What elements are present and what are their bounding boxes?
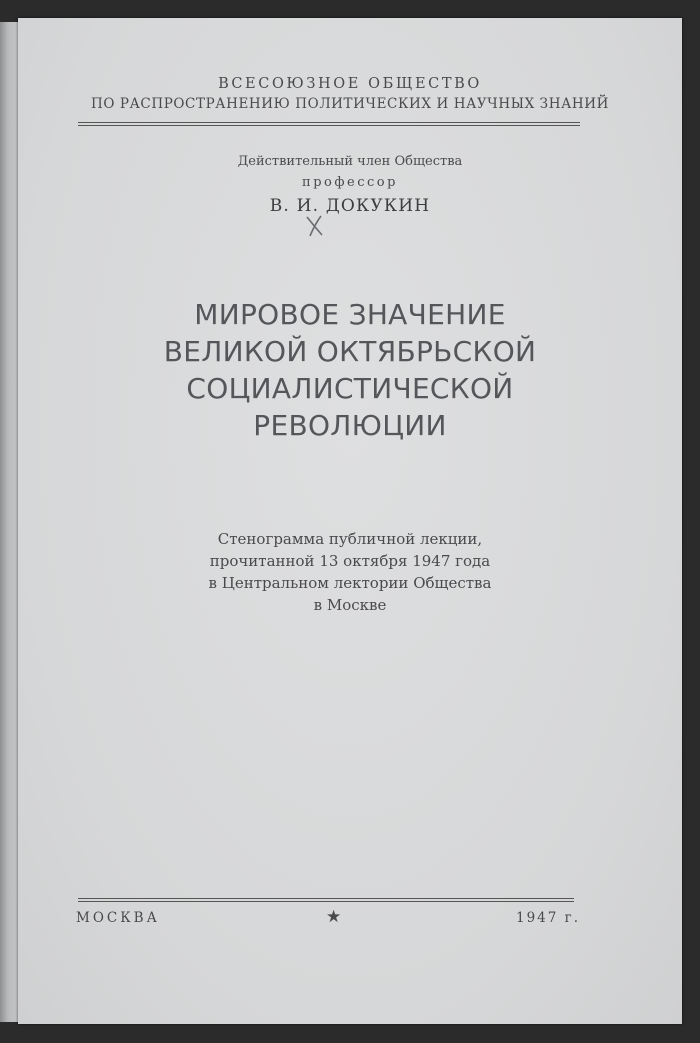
subtitle-line: в Центральном лектории Общества	[208, 574, 492, 592]
star-icon: ★	[326, 907, 342, 927]
title-page	[18, 18, 682, 1024]
title-line: МИРОВОЕ ЗНАЧЕНИЕ	[194, 298, 506, 331]
title-line: СОЦИАЛИСТИЧЕСКОЙ	[186, 372, 514, 405]
publication-year: 1947 г.	[516, 910, 581, 926]
footer-rule-thin	[78, 898, 574, 899]
author-membership: Действительный член Общества	[237, 154, 463, 169]
publication-city: МОСКВА	[76, 910, 160, 926]
organization-line-2: ПО РАСПРОСТРАНЕНИЮ ПОЛИТИЧЕСКИХ И НАУЧНЫХ ЗНАНИЙ	[90, 96, 610, 112]
subtitle-line: в Москве	[313, 596, 387, 614]
title-line: ВЕЛИКОЙ ОКТЯБРЬСКОЙ	[163, 335, 537, 368]
author-name: В. И. ДОКУКИН	[269, 196, 431, 216]
subtitle-line: Стенограмма публичной лекции,	[217, 530, 483, 548]
author-rank: профессор	[302, 175, 398, 190]
subtitle-line: прочитанной 13 октября 1947 года	[209, 552, 491, 570]
header-rule-thin	[78, 122, 580, 123]
footer-rule-thick	[78, 901, 574, 902]
header-rule-thick	[78, 125, 580, 126]
title-line: РЕВОЛЮЦИИ	[253, 409, 447, 442]
previous-page-edge	[0, 22, 20, 1022]
organization-line-1: ВСЕСОЮЗНОЕ ОБЩЕСТВО	[218, 76, 482, 92]
book-title	[18, 296, 682, 444]
lecture-subtitle	[18, 528, 682, 616]
handwritten-x-mark-icon	[304, 214, 326, 238]
